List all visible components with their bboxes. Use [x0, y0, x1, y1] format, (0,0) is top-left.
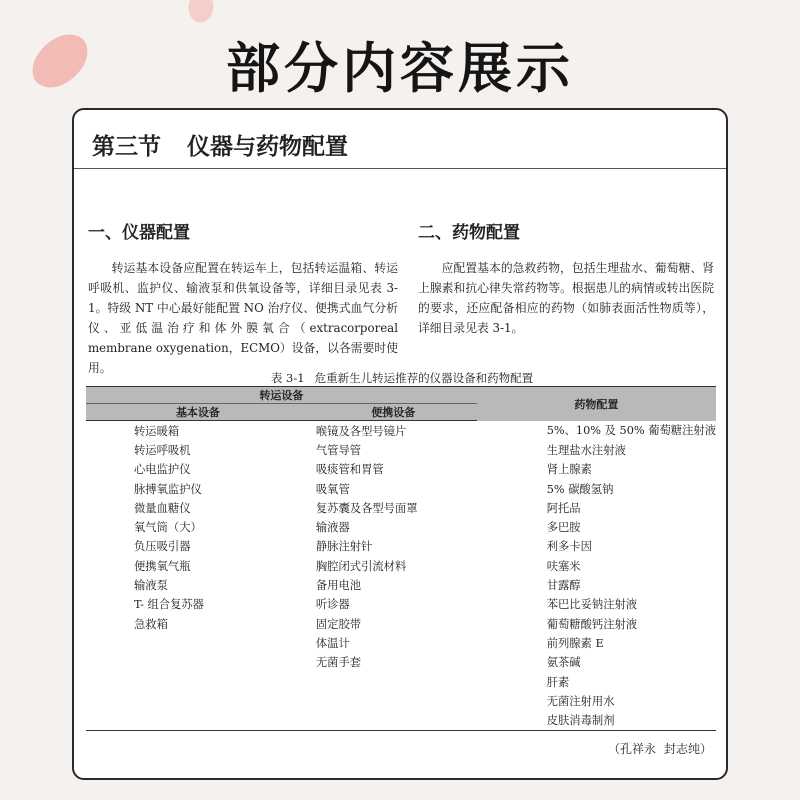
- cell-portable-equipment: 吸痰管和胃管: [315, 463, 384, 477]
- cell-basic-equipment: [86, 672, 310, 691]
- cell-drug: 肝素: [546, 675, 570, 689]
- table-row: [86, 498, 716, 517]
- author-name: 封志纯）: [663, 742, 712, 756]
- table-row: [86, 672, 716, 691]
- cell-drug: 5% 碳酸氢钠: [546, 482, 614, 496]
- cell-drug: 利多卡因: [546, 540, 592, 554]
- cell-drug: 氨茶碱: [546, 656, 581, 670]
- cell-basic-equipment: [86, 653, 310, 672]
- group-header-transport-equipment: 转运设备: [86, 387, 477, 404]
- cell-drug: 呋塞米: [546, 559, 581, 573]
- cell-portable-equipment: 气管导管: [315, 443, 362, 457]
- cell-basic-equipment: [86, 691, 310, 710]
- table-title: 危重新生儿转运推荐的仪器设备和药物配置: [314, 371, 534, 385]
- cell-portable-equipment: 复苏囊及各型号面罩: [315, 501, 418, 515]
- cell-portable-equipment: 静脉注射针: [315, 540, 373, 554]
- book-page-card: [72, 108, 728, 780]
- table-row: [86, 614, 716, 633]
- table-row: [86, 595, 716, 614]
- heading-drugs: 二、药物配置: [418, 223, 520, 243]
- cell-drug: 苯巴比妥钠注射液: [546, 598, 638, 612]
- table-row: [86, 517, 716, 536]
- cell-basic-equipment: [86, 633, 310, 652]
- cell-basic-equipment: [86, 710, 310, 730]
- col-header-drugs: 药物配置: [477, 387, 716, 421]
- cell-basic-equipment: 心电监护仪: [134, 463, 191, 477]
- section-divider: [74, 168, 726, 169]
- table-row: [86, 653, 716, 672]
- cell-basic-equipment: 急救箱: [134, 617, 168, 631]
- table-row: [86, 633, 716, 652]
- cell-portable-equipment: 输液器: [315, 521, 350, 535]
- cell-portable-equipment: 听诊器: [315, 598, 350, 612]
- table-row: [86, 710, 716, 730]
- cell-basic-equipment: 负压吸引器: [134, 540, 191, 554]
- cell-basic-equipment: 便携氧气瓶: [134, 559, 191, 573]
- table-row: [86, 479, 716, 498]
- section-number: 第三节: [92, 134, 161, 160]
- table-caption: [74, 370, 728, 386]
- cell-portable-equipment: 备用电池: [315, 579, 362, 593]
- cell-portable-equipment: 无菌手套: [315, 656, 362, 670]
- heading-instruments: 一、仪器配置: [88, 223, 190, 243]
- cell-basic-equipment: 转运暖箱: [134, 424, 180, 438]
- cell-portable-equipment: 胸腔闭式引流材料: [315, 559, 407, 573]
- cell-drug: 皮肤消毒制剂: [477, 710, 716, 730]
- cell-portable-equipment: 吸氧管: [315, 482, 350, 496]
- cell-portable-equipment: 喉镜及各型号镜片: [315, 424, 407, 438]
- section-name: 仪器与药物配置: [187, 134, 348, 160]
- cell-drug: 甘露醇: [546, 579, 581, 593]
- table-row: [86, 537, 716, 556]
- cell-basic-equipment: 氧气筒（大）: [134, 521, 202, 535]
- table-row: [86, 421, 716, 441]
- author-credit: [608, 740, 712, 757]
- cell-portable-equipment: [310, 691, 477, 710]
- cell-portable-equipment: 固定胶带: [315, 617, 362, 631]
- table-row: [86, 440, 716, 459]
- cell-drug: 阿托品: [546, 501, 581, 515]
- cell-portable-equipment: [310, 710, 477, 730]
- cell-drug: 肾上腺素: [546, 463, 592, 477]
- paragraph-instruments: 转运基本设备应配置在转运车上，包括转运温箱、转运呼吸机、监护仪、输液泵和供氧设备等，详细目录见表 3-1。特级 NT 中心最好能配置 NO 治疗仪、便携式血气分析仪、亚低温治疗和体外膜氧合（extracorporeal membrane oxygenation，ECMO）设备，以各需要时使用。: [88, 261, 398, 375]
- cell-drug: 葡萄糖酸钙注射液: [546, 617, 638, 631]
- cell-drug: 多巴胺: [546, 521, 581, 535]
- author-name: （孔祥永: [607, 742, 656, 756]
- petal-decoration: [184, 0, 219, 26]
- paragraph-drugs: 应配置基本的急救药物，包括生理盐水、葡萄糖、肾上腺素和抗心律失常药物等。根据患儿的病情或转出医院的要求，还应配备相应的药物（如肺表面活性物质等），详细目录见表 3-1。: [418, 261, 714, 335]
- cell-basic-equipment: 脉搏氧监护仪: [134, 482, 202, 496]
- equipment-drug-table: [86, 386, 716, 731]
- section-title: [92, 128, 348, 161]
- table-row: [86, 460, 716, 479]
- table-row: [86, 556, 716, 575]
- banner-title: 部分内容展示: [226, 37, 574, 100]
- cell-drug: 无菌注射用水: [546, 694, 615, 708]
- table-row: [86, 575, 716, 594]
- cell-basic-equipment: T- 组合复苏器: [134, 598, 204, 612]
- cell-drug: 前列腺素 E: [546, 636, 604, 650]
- cell-basic-equipment: 微量血糖仪: [134, 501, 191, 515]
- cell-basic-equipment: 输液泵: [134, 579, 168, 593]
- col-header-basic: 基本设备: [86, 404, 310, 421]
- col-header-portable: 便携设备: [310, 404, 477, 421]
- cell-portable-equipment: 体温计: [315, 636, 350, 650]
- cell-portable-equipment: [310, 672, 477, 691]
- cell-drug: 5%、10% 及 50% 葡萄糖注射液: [546, 424, 716, 438]
- cell-drug: 生理盐水注射液: [546, 443, 626, 457]
- table-row: [86, 691, 716, 710]
- cell-basic-equipment: 转运呼吸机: [134, 443, 191, 457]
- table-number: 表 3-1: [270, 371, 305, 385]
